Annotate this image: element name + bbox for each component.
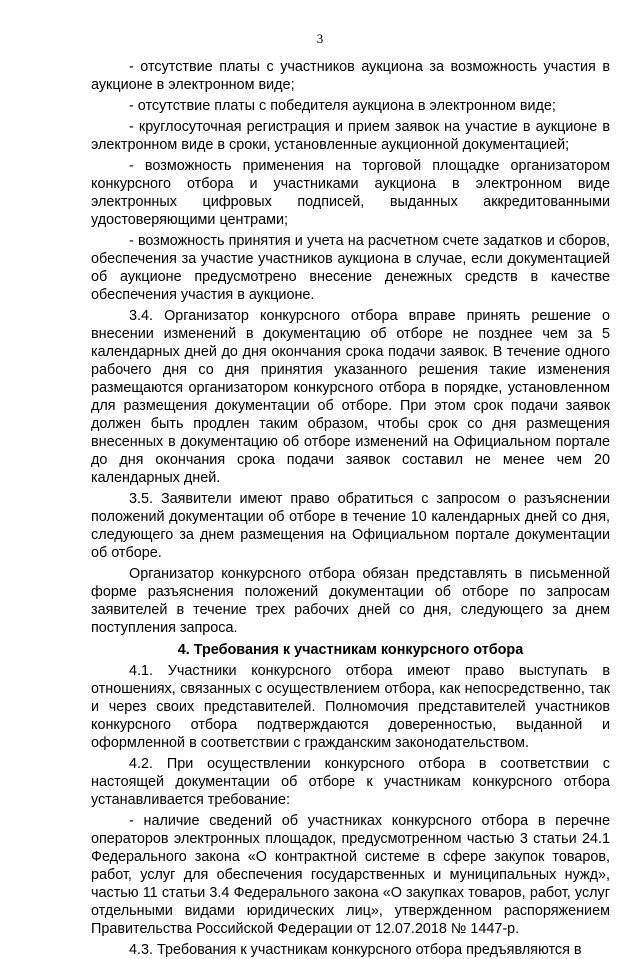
paragraph-4-1: 4.1. Участники конкурсного отбора имеют право выступать в отношениях, связанных с осуществлением отбора, как непосредственно, так и через своих представителей. Полномочия представителей участников конкурсного отбора подтверждаются доверенностью, выданной и оформленной в соответствии с гражданским законодательством. [91,663,610,751]
paragraph-3-5: 3.5. Заявители имеют право обратиться с запросом о разъяснении положений документации об отборе в течение 10 календарных дней со дня, следующего за днем размещения на Официальном портале документации об отборе. [91,491,610,561]
list-item: - отсутствие платы с победителя аукциона в электронном виде; [129,98,556,114]
paragraph-4-2: 4.2. При осуществлении конкурсного отбора в соответствии с настоящей документации об отборе к участникам конкурсного отбора устанавливается требование: [91,756,610,808]
list-item: - круглосуточная регистрация и прием заявок на участие в аукционе в электронном виде в сроки, установленные аукционной документацией; [91,119,610,153]
list-item: - возможность принятия и учета на расчетном счете задатков и сборов, обеспечения за участие участников аукциона в случае, если документацией об аукционе предусмотрено внесение денежных средств в качестве обеспечения участия в аукционе. [91,233,610,303]
document-body [91,58,610,959]
list-item: - наличие сведений об участниках конкурсного отбора в перечне операторов электронных площадок, предусмотренном частью 3 статьи 24.1 Федерального закона «О контрактной системе в сфере закупок товаров, работ, услуг для обеспечения государственных и муниципальных нужд», частью 11 статьи 3.4 Федерального закона «О закупках товаров, работ, услуг отдельными видами юридических лиц», утвержденном распоряжением Правительства Российской Федерации от 12.07.2018 № 1447-р. [91,813,610,937]
list-item: - возможность применения на торговой площадке организатором конкурсного отбора и участниками аукциона в электронном виде электронных цифровых подписей, выданных аккредитованными удостоверяющими центрами; [91,158,610,228]
paragraph-organizer-obligation: Организатор конкурсного отбора обязан представлять в письменной форме разъяснения положений документации об отборе по запросам заявителей в течение трех рабочих дней со дня, следующего за днем поступления запроса. [91,566,610,636]
page-number: 3 [316,31,324,46]
list-item: - отсутствие платы с участников аукциона за возможность участия в аукционе в электронном виде; [91,59,610,93]
section-heading: 4. Требования к участникам конкурсного отбора [177,642,524,658]
paragraph-4-3: 4.3. Требования к участникам конкурсного отбора предъявляются в [129,942,582,958]
paragraph-3-4: 3.4. Организатор конкурсного отбора вправе принять решение о внесении изменений в документацию об отборе не позднее чем за 5 календарных дней до дня окончания срока подачи заявок. В течение одного рабочего дня со дня принятия указанного решения такие изменения размещаются организатором конкурсного отбора в порядке, установленном для размещения документации об отборе. При этом срок подачи заявок должен быть продлен таким образом, чтобы срок со дня размещения внесенных в документацию об отборе изменений на Официальном портале до дня окончания срока подачи заявок составил не менее чем 20 календарных дней. [91,308,610,486]
